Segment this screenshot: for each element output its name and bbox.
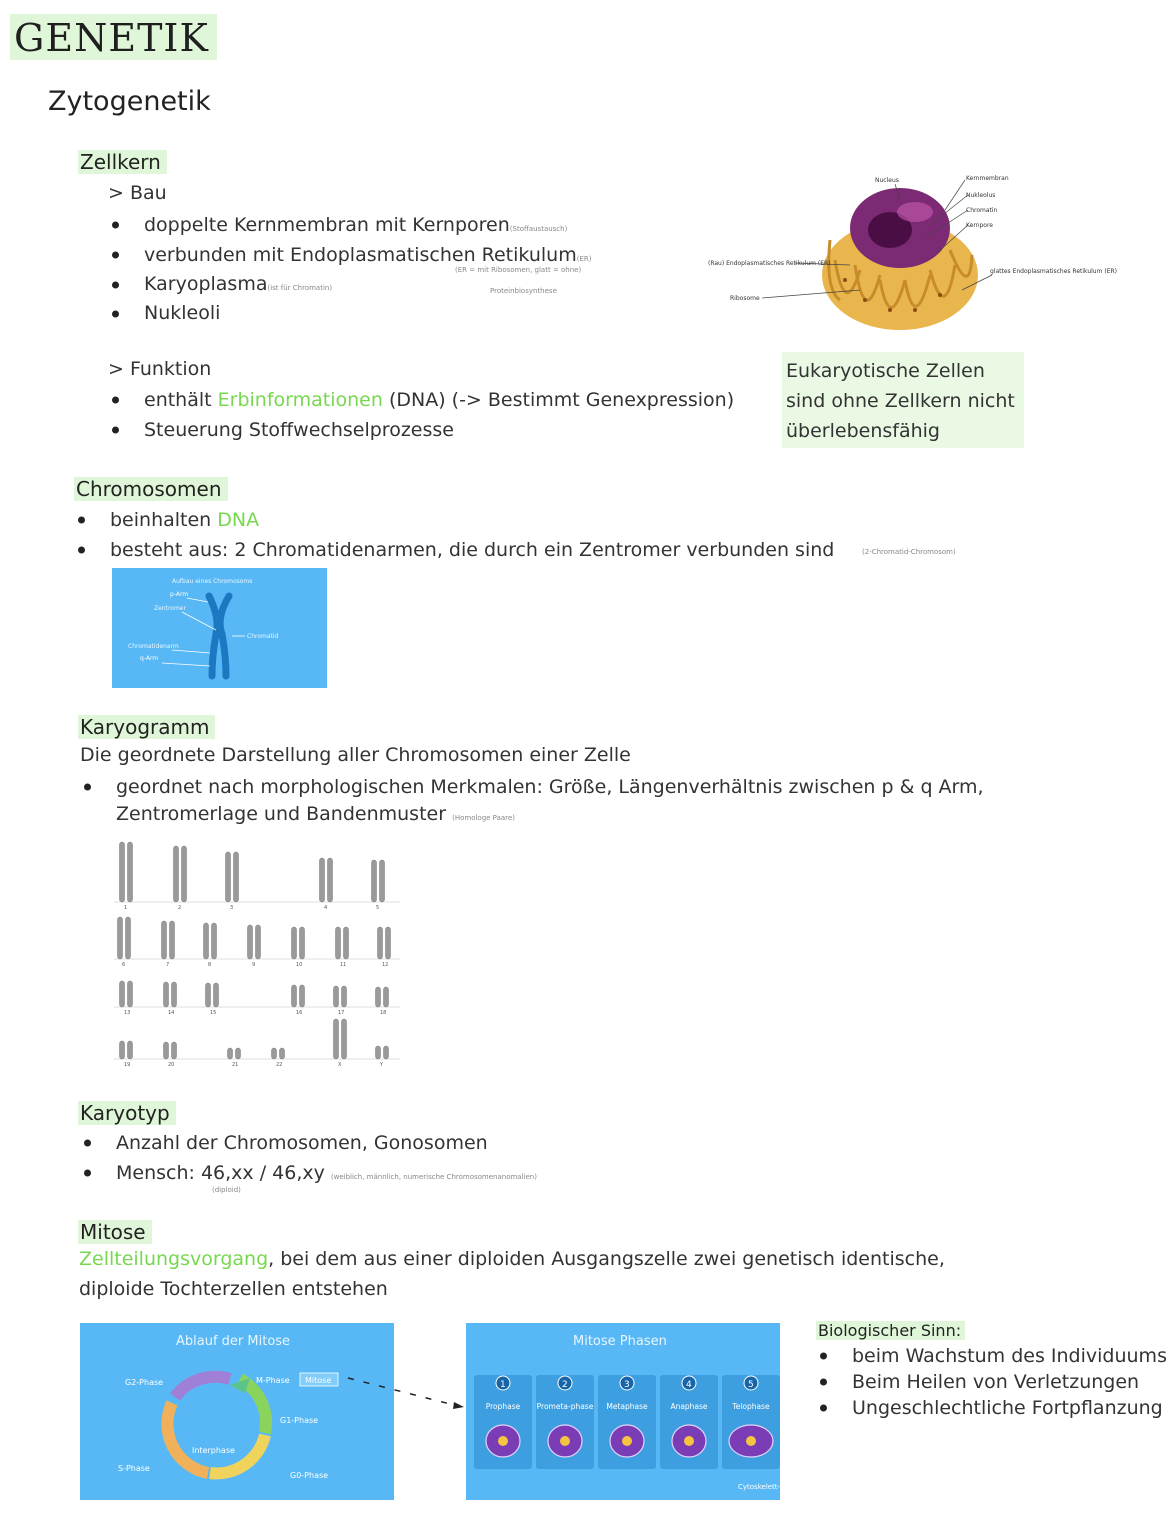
fig-title: Aufbau eines Chromosoms: [172, 578, 253, 585]
diploid-note: (diploid): [212, 1186, 241, 1194]
chromosome-figure: [112, 568, 327, 688]
mitose-definition-line2: diploide Tochterzellen entstehen: [79, 1278, 388, 1300]
chromosome-number: 3: [230, 905, 234, 911]
protein-note: Proteinbiosynthese: [490, 287, 557, 295]
chromosome-pair: [376, 987, 389, 1007]
list-item: Ungeschlechtliche Fortpflanzung: [816, 1396, 1031, 1420]
label-kernmembran: Kernmembran: [966, 175, 1009, 182]
chromosome-number: 16: [296, 1010, 303, 1016]
chromosome-number: 13: [124, 1010, 131, 1016]
label-ribosome: Ribosome: [730, 295, 760, 302]
chromosome-number: 5: [376, 905, 380, 911]
chromatid-note: (2-Chromatid-Chromosom): [862, 548, 956, 556]
page-title: GENETIK: [10, 14, 217, 60]
sinn-heading: Biologischer Sinn:: [816, 1321, 965, 1340]
mitose-definition: Zellteilungsvorgang, bei dem aus einer diploiden Ausgangszelle zwei genetisch identische,: [79, 1248, 945, 1270]
list-item: besteht aus: 2 Chromatidenarmen, die durch ein Zentromer verbunden sind: [74, 535, 834, 565]
chromosome-number: 8: [208, 962, 212, 968]
funktion-label: > Funktion: [108, 358, 212, 380]
chromosome-number: 12: [382, 962, 389, 968]
label-chromatidenarm: Chromatidenarm: [128, 643, 179, 650]
label-g2: G2-Phase: [125, 1378, 164, 1387]
label-m-phase: M-Phase: [256, 1376, 290, 1385]
label-nukleolus: Nukleolus: [966, 192, 996, 199]
chromosome-pair: [372, 860, 385, 902]
chromosome-pair: [226, 852, 239, 902]
karyogramm-line2: Zentromerlage und Bandenmuster (Homologe Paare): [116, 803, 515, 825]
label-nucleus: Nucleus: [875, 177, 899, 184]
chromosome-pair: [320, 858, 333, 902]
label-raues-er: (Rau) Endoplasmatisches Retikulum (ER): [708, 260, 831, 267]
list-item: Anzahl der Chromosomen, Gonosomen: [80, 1128, 537, 1158]
phase-number: 1: [500, 1380, 506, 1390]
phase-panel: [598, 1375, 656, 1469]
chromosome-number: 1: [124, 905, 128, 911]
list-item: Beim Heilen von Verletzungen: [816, 1370, 1031, 1394]
chromosome-pair: [248, 925, 261, 959]
label-zentromer: Zentromer: [154, 605, 186, 612]
cycle-title: Ablauf der Mitose: [176, 1334, 291, 1349]
phase-number: 5: [748, 1380, 754, 1390]
phases-credit: Cytoskelett-Induktion: [738, 1483, 813, 1491]
chromosome-number: 19: [124, 1062, 131, 1068]
chromosome-number: 22: [276, 1062, 283, 1068]
chromosome-pair: [336, 927, 349, 959]
chromosomen-heading: Chromosomen: [74, 477, 228, 501]
chromosome-number: 18: [380, 1010, 387, 1016]
phase-name: Prophase: [485, 1402, 521, 1411]
chromosome-number: 6: [122, 962, 126, 968]
chromosome-pair: [378, 927, 391, 959]
label-g0: G0-Phase: [290, 1471, 329, 1480]
label-s-phase: S-Phase: [118, 1464, 150, 1473]
phase-number: 4: [686, 1380, 692, 1390]
chromosome-pair: [164, 1042, 177, 1059]
label-g1: G1-Phase: [280, 1416, 319, 1425]
chromosome-number: 2: [178, 905, 182, 911]
note-box: Eukaryotische Zellen sind ohne Zellkern nicht überlebensfähig: [782, 352, 1024, 448]
phase-panel: [474, 1375, 532, 1469]
mitose-heading: Mitose: [78, 1220, 152, 1244]
label-interphase: Interphase: [192, 1446, 235, 1455]
chromosome-number: 11: [340, 962, 347, 968]
chromosome-pair: [376, 1046, 389, 1059]
chromosome-pair: [292, 927, 305, 959]
chromosome-pair: [204, 923, 217, 959]
chromosome-pair: [120, 842, 133, 902]
zellkern-heading: Zellkern: [78, 150, 167, 174]
chromosome-pair: [120, 981, 133, 1007]
label-chromatid: Chromatid: [247, 633, 279, 640]
chromosome-pair: [118, 917, 131, 959]
funktion-list: [108, 385, 734, 445]
chromosome-pair: [334, 1019, 347, 1059]
karyogram-figure: [112, 845, 402, 1075]
list-item: Steuerung Stoffwechselprozesse: [108, 415, 734, 445]
chromosome-pair: [292, 985, 305, 1007]
karyotyp-heading: Karyotyp: [78, 1101, 176, 1125]
karyogramm-definition: Die geordnete Darstellung aller Chromosomen einer Zelle: [80, 744, 631, 766]
phase-name: Prometa-phase: [536, 1402, 594, 1411]
chromosome-pair: [162, 921, 175, 959]
dashed-arrow: [340, 1372, 468, 1412]
nucleus-figure: [700, 170, 1117, 340]
phase-name: Metaphase: [606, 1402, 648, 1411]
phases-title: Mitose Phasen: [573, 1334, 667, 1349]
karyotyp-list: [80, 1128, 537, 1188]
chromosome-number: X: [338, 1062, 342, 1068]
er-note: (ER = mit Ribosomen, glatt = ohne): [455, 266, 582, 274]
list-item: beim Wachstum des Individuums: [816, 1344, 1031, 1368]
list-item: Karyoplasma(ist für Chromatin): [108, 270, 591, 299]
chromosome-number: 4: [324, 905, 328, 911]
mitosis-phases-figure: [466, 1323, 813, 1500]
chromosome-pair: [164, 982, 177, 1007]
list-item: Mensch: 46,xx / 46,xy (weiblich, männlich, numerische Chromosomenanomalien): [80, 1158, 537, 1188]
chromosome-number: 14: [168, 1010, 175, 1016]
bau-label: > Bau: [108, 182, 167, 204]
label-p-arm: p-Arm: [170, 591, 189, 598]
phase-panel: [536, 1375, 594, 1469]
chromosome-number: 9: [252, 962, 256, 968]
phase-number: 2: [562, 1380, 568, 1390]
list-item: geordnet nach morphologischen Merkmalen: Größe, Längenverhältnis zwischen p & q Arm,: [80, 772, 984, 802]
chromosome-pair: [206, 983, 219, 1007]
chromosome-number: 15: [210, 1010, 217, 1016]
label-chromatin: Chromatin: [966, 207, 998, 214]
chromosome-number: 10: [296, 962, 303, 968]
karyogramm-heading: Karyogramm: [78, 715, 215, 739]
label-mitose: Mitose: [305, 1376, 332, 1385]
list-item: Nukleoli: [108, 299, 591, 328]
chromosomen-list: [74, 505, 834, 565]
list-item: doppelte Kernmembran mit Kernporen(Stoffaustausch): [108, 210, 591, 240]
list-item: verbunden mit Endoplasmatischen Retikulum(ER): [108, 240, 591, 270]
chromosome-number: 17: [338, 1010, 345, 1016]
chromosome-number: 21: [232, 1062, 239, 1068]
karyogramm-list: [80, 772, 984, 802]
section-title: Zytogenetik: [48, 86, 211, 117]
chromosome-pair: [120, 1041, 133, 1059]
chromosome-pair: [174, 846, 187, 902]
phase-name: Anaphase: [670, 1402, 708, 1411]
chromosome-pair: [228, 1048, 241, 1059]
chromosome-number: Y: [380, 1062, 384, 1068]
phase-panel: [660, 1375, 718, 1469]
sinn-list: [816, 1344, 1167, 1420]
chromosome-pair: [334, 986, 347, 1007]
phase-panel: [722, 1375, 780, 1469]
phase-name: Telophase: [732, 1402, 770, 1411]
chromosome-pair: [272, 1048, 285, 1059]
chromosome-number: 7: [166, 962, 170, 968]
label-glattes-er: glattes Endoplasmatisches Retikulum (ER): [990, 268, 1117, 275]
list-item: enthält Erbinformationen (DNA) (-> Bestimmt Genexpression): [108, 385, 734, 415]
label-q-arm: q-Arm: [140, 655, 159, 662]
label-kernpore: Kernpore: [966, 222, 993, 229]
phase-number: 3: [624, 1380, 630, 1390]
chromosome-number: 20: [168, 1062, 175, 1068]
list-item: beinhalten DNA: [74, 505, 834, 535]
